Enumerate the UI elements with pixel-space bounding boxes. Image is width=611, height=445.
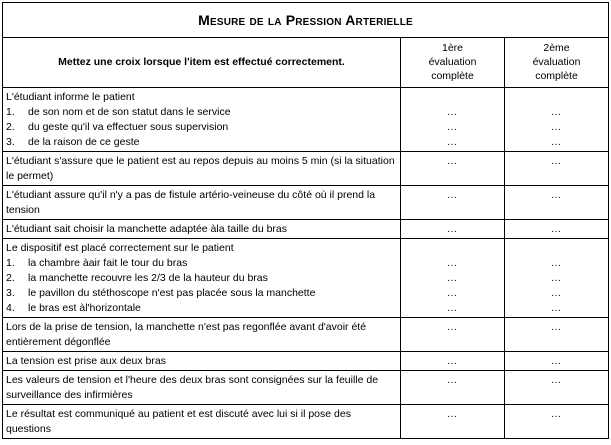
second-evaluation-cell[interactable] xyxy=(505,352,609,371)
first-evaluation-cell[interactable] xyxy=(401,88,505,152)
first-evaluation-cell[interactable] xyxy=(401,318,505,352)
mark-placeholder: … xyxy=(446,106,459,118)
second-evaluation-cell[interactable] xyxy=(505,371,609,405)
sub-item-list xyxy=(6,105,396,150)
mark-placeholder: … xyxy=(550,106,563,118)
criterion-cell xyxy=(3,318,401,352)
mark-placeholder: … xyxy=(550,136,563,148)
sub-item-text: le bras est àl'horizontale xyxy=(28,302,141,314)
sub-item xyxy=(6,256,396,271)
criterion-row xyxy=(3,220,609,239)
second-evaluation-header-line: 2ème xyxy=(543,42,570,54)
criterion-text: Les valeurs de tension et l'heure des deux bras sont consignées sur la feuille de surveillance des infirmières xyxy=(6,374,379,401)
mark-placeholder: … xyxy=(446,136,459,148)
second-evaluation-header xyxy=(505,38,609,88)
criterion-cell xyxy=(3,352,401,371)
mark-placeholder: … xyxy=(550,223,563,235)
criterion-cell xyxy=(3,186,401,220)
criterion-text: Lors de la prise de tension, la manchette n'est pas regonflée avant d'avoir été entièrement dégonflée xyxy=(6,321,367,348)
mark-placeholder: … xyxy=(446,408,459,420)
sub-item xyxy=(6,105,396,120)
sub-item xyxy=(6,120,396,135)
second-evaluation-header-line: complète xyxy=(535,70,578,82)
criterion-row xyxy=(3,371,609,405)
criterion-cell xyxy=(3,239,401,318)
second-evaluation-cell[interactable] xyxy=(505,405,609,439)
second-evaluation-header-line: évaluation xyxy=(532,56,581,68)
mark-placeholder: … xyxy=(550,302,563,314)
criterion-text: L'étudiant sait choisir la manchette adaptée àla taille du bras xyxy=(6,223,288,235)
criterion-row xyxy=(3,186,609,220)
criterion-row xyxy=(3,88,609,152)
evaluation-table xyxy=(2,2,609,439)
mark-placeholder: … xyxy=(550,355,563,367)
mark-placeholder: … xyxy=(550,121,563,133)
criterion-text: L'étudiant informe le patient xyxy=(6,91,135,103)
sub-item xyxy=(6,135,396,150)
sub-item xyxy=(6,271,396,286)
sub-item-number: 1. xyxy=(6,257,15,269)
sub-item-text: de son nom et de son statut dans le service xyxy=(28,106,231,118)
first-evaluation-header-line: complète xyxy=(431,70,474,82)
criterion-cell xyxy=(3,405,401,439)
mark-placeholder: … xyxy=(550,321,563,333)
second-evaluation-cell[interactable] xyxy=(505,186,609,220)
title-row xyxy=(3,3,609,38)
sub-item xyxy=(6,286,396,301)
sub-item-text: de la raison de ce geste xyxy=(28,136,140,148)
criterion-row xyxy=(3,405,609,439)
sub-item-number: 2. xyxy=(6,121,15,133)
mark-placeholder: … xyxy=(446,189,459,201)
sub-item-text: le pavillon du stéthoscope n'est pas placée sous la manchette xyxy=(28,287,316,299)
mark-placeholder: … xyxy=(550,408,563,420)
mark-placeholder: … xyxy=(446,287,459,299)
sub-item-number: 4. xyxy=(6,302,15,314)
criterion-text: Le dispositif est placé correctement sur le patient xyxy=(6,242,234,254)
mark-placeholder: … xyxy=(550,272,563,284)
criterion-cell xyxy=(3,371,401,405)
sub-item-number: 3. xyxy=(6,136,15,148)
mark-placeholder: … xyxy=(446,321,459,333)
first-evaluation-cell[interactable] xyxy=(401,405,505,439)
criterion-text: La tension est prise aux deux bras xyxy=(6,355,166,367)
second-evaluation-cell[interactable] xyxy=(505,88,609,152)
sub-item-text: la manchette recouvre les 2/3 de la hauteur du bras xyxy=(28,272,268,284)
sub-item-number: 3. xyxy=(6,287,15,299)
table-title: Mesure de la Pression Arterielle xyxy=(3,3,609,38)
mark-placeholder: … xyxy=(446,355,459,367)
first-evaluation-header xyxy=(401,38,505,88)
second-evaluation-cell[interactable] xyxy=(505,318,609,352)
sub-item-text: la chambre àair fait le tour du bras xyxy=(28,257,188,269)
criterion-row xyxy=(3,239,609,318)
sub-item-text: du geste qu'il va effectuer sous supervision xyxy=(28,121,229,133)
mark-placeholder: … xyxy=(550,374,563,386)
first-evaluation-cell[interactable] xyxy=(401,220,505,239)
mark-placeholder: … xyxy=(550,287,563,299)
sub-item-number: 1. xyxy=(6,106,15,118)
instruction-text: Mettez une croix lorsque l'item est effectué correctement. xyxy=(3,38,401,88)
first-evaluation-cell[interactable] xyxy=(401,186,505,220)
mark-placeholder: … xyxy=(550,155,563,167)
first-evaluation-cell[interactable] xyxy=(401,371,505,405)
criteria-list xyxy=(3,88,609,439)
criterion-cell xyxy=(3,152,401,186)
header-row xyxy=(3,38,609,88)
mark-placeholder: … xyxy=(446,155,459,167)
first-evaluation-cell[interactable] xyxy=(401,352,505,371)
criterion-row xyxy=(3,318,609,352)
mark-placeholder: … xyxy=(550,257,563,269)
criterion-text: L'étudiant s'assure que le patient est au repos depuis au moins 5 min (si la situation le permet) xyxy=(6,155,395,182)
sub-item-number: 2. xyxy=(6,272,15,284)
criterion-row xyxy=(3,352,609,371)
first-evaluation-header-line: 1ère xyxy=(441,42,463,54)
second-evaluation-cell[interactable] xyxy=(505,220,609,239)
criterion-text: Le résultat est communiqué au patient et est discuté avec lui si il pose des questions xyxy=(6,408,351,435)
mark-placeholder: … xyxy=(446,302,459,314)
mark-placeholder: … xyxy=(446,272,459,284)
mark-placeholder: … xyxy=(446,257,459,269)
second-evaluation-cell[interactable] xyxy=(505,239,609,318)
first-evaluation-cell[interactable] xyxy=(401,239,505,318)
mark-placeholder: … xyxy=(446,121,459,133)
sub-item xyxy=(6,301,396,316)
sub-item-list xyxy=(6,256,396,316)
first-evaluation-cell[interactable] xyxy=(401,152,505,186)
criterion-row xyxy=(3,152,609,186)
second-evaluation-cell[interactable] xyxy=(505,152,609,186)
mark-placeholder: … xyxy=(550,189,563,201)
criterion-text: L'étudiant assure qu'il n'y a pas de fistule artério-veineuse du côté où il prend la tension xyxy=(6,189,376,216)
criterion-cell xyxy=(3,88,401,152)
criterion-cell xyxy=(3,220,401,239)
first-evaluation-header-line: évaluation xyxy=(428,56,477,68)
mark-placeholder: … xyxy=(446,374,459,386)
mark-placeholder: … xyxy=(446,223,459,235)
